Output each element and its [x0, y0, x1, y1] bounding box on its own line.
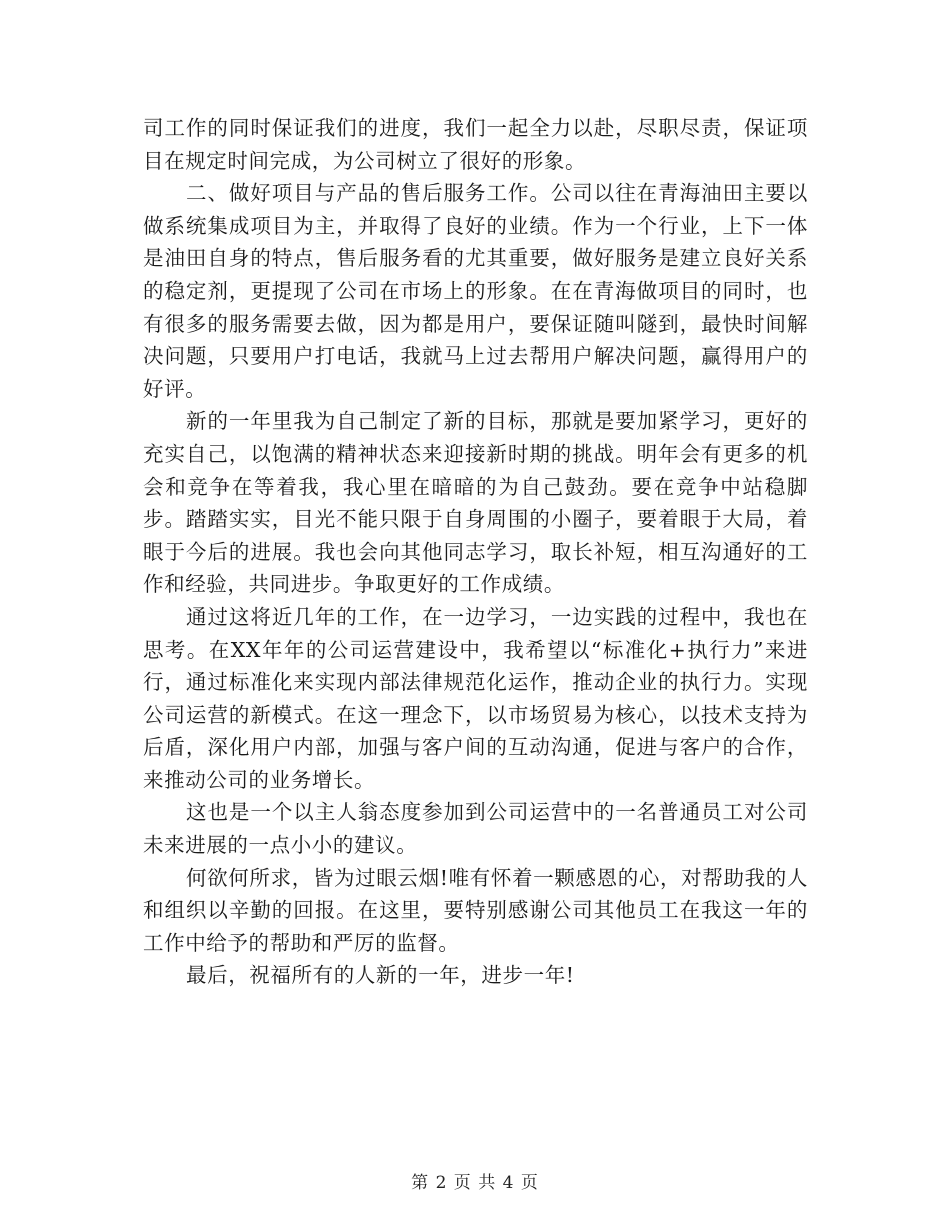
paragraph-new-year-goals: 新的一年里我为自己制定了新的目标，那就是要加紧学习，更好的充实自己，以饱满的精神状态来迎接新时期的挑战。明年会有更多的机会和竞争在等着我，我心里在暗暗的为自己鼓劲。要在竞争中站稳脚步。踏踏实实，目光不能只限于自身周围的小圈子，要着眼于大局，着眼于今后的进展。我也会向其他同志学习，取长补短，相互沟通好的工作和经验，共同进步。争取更好的工作成绩。	[143, 409, 808, 597]
paragraph-closing-wish: 最后，祝福所有的人新的一年，进步一年!	[186, 963, 575, 988]
page-number-footer: 第 2 页 共 4 页	[411, 1173, 539, 1193]
paragraph-after-sales-service: 二、做好项目与产品的售后服务工作。公司以往在青海油田主要以做系统集成项目为主，并取得了良好的业绩。作为一个行业，上下一体是油田自身的特点，售后服务看的尤其重要，做好服务是建立良好关系的稳定剂，更提现了公司在市场上的形象。在在青海做项目的同时，也有很多的服务需要去做，因为都是用户，要保证随叫隧到，最快时间解决问题，只要用户打电话，我就马上过去帮用户解决问题，赢得用户的好评。	[143, 181, 808, 401]
paragraph-suggestion: 这也是一个以主人翁态度参加到公司运营中的一名普通员工对公司未来进展的一点小小的建议。	[143, 800, 808, 858]
paragraph-operations-thinking: 通过这将近几年的工作，在一边学习，一边实践的过程中，我也在思考。在XX年年的公司运营建设中，我希望以“标准化+执行力”来进行，通过标准化来实现内部法律规范化运作，推动企业的执行力。实现公司运营的新模式。在这一理念下，以市场贸易为核心，以技术支持为后盾，深化用户内部，加强与客户间的互动沟通，促进与客户的合作，来推动公司的业务增长。	[143, 604, 808, 792]
document-body	[143, 112, 808, 992]
paragraph-continuation: 司工作的同时保证我们的进度，我们一起全力以赴，尽职尽责，保证项目在规定时间完成，为公司树立了很好的形象。	[143, 116, 808, 173]
paragraph-gratitude: 何欲何所求，皆为过眼云烟!唯有怀着一颗感恩的心，对帮助我的人和组织以辛勤的回报。在这里，要特别感谢公司其他员工在我这一年的工作中给予的帮助和严厉的监督。	[143, 865, 808, 955]
